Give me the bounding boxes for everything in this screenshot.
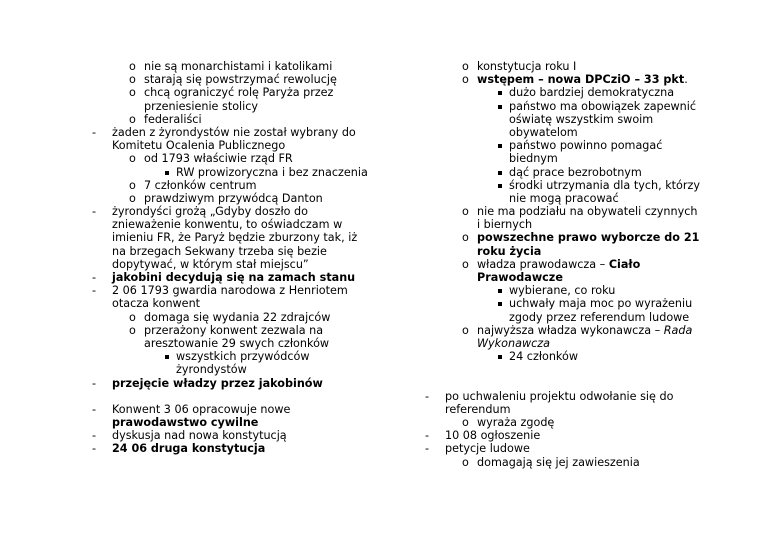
list-item (92, 192, 372, 205)
list-item (425, 152, 715, 165)
list-item-tail: . (684, 73, 688, 87)
list-item (425, 231, 715, 244)
list-item-label: aresztowanie 29 swych członków (144, 336, 330, 350)
dash-bullet-icon: - (92, 271, 97, 284)
circle-bullet-icon: o (129, 323, 136, 337)
list-item-label: petycje ludowe (445, 442, 530, 456)
list-item-label: RW prowizoryczna i bez znaczenia (176, 165, 368, 179)
list-item (425, 139, 715, 152)
list-item-label: dyskusja nad nowa konstytucją (112, 429, 287, 443)
dash-bullet-icon: - (92, 442, 97, 456)
circle-bullet-icon: o (462, 257, 469, 271)
square-bullet-icon (498, 355, 502, 359)
list-item-label: 24 06 druga konstytucja (112, 442, 266, 456)
circle-bullet-icon: o (129, 73, 136, 87)
list-item-text (477, 245, 541, 258)
list-item-label: dąć prace bezrobotnym (509, 165, 642, 179)
blank-line (425, 377, 715, 390)
list-item-label: federaliści (144, 112, 202, 126)
list-item-text (509, 297, 692, 310)
list-item-text (509, 311, 689, 324)
list-item-text (176, 363, 247, 376)
list-item (92, 218, 372, 231)
list-item-text (144, 152, 293, 165)
list-item-label: powszechne prawo wyborcze do 21 (477, 231, 700, 245)
list-item-label: przejęcie władzy przez jakobinów (112, 376, 323, 390)
list-item (425, 245, 715, 258)
square-bullet-icon (165, 355, 169, 359)
list-item-text (112, 126, 356, 139)
list-item-text (144, 73, 337, 86)
list-item-label: wszystkich przywódców (176, 350, 310, 364)
circle-bullet-icon: o (129, 60, 136, 73)
list-item (425, 192, 715, 205)
list-item (92, 416, 372, 429)
list-item-label: biednym (509, 152, 558, 166)
list-item-label: 24 członków (509, 350, 579, 364)
circle-bullet-icon: o (129, 152, 136, 166)
list-item (425, 271, 715, 284)
list-item (92, 377, 372, 390)
list-item-label: referendum (445, 402, 511, 416)
list-item-label: na brzegach Sekwany trzeba się bezie (112, 244, 327, 258)
circle-bullet-icon: o (462, 60, 469, 73)
list-item-text (112, 403, 290, 416)
list-item-text (144, 179, 257, 192)
list-item-text (509, 166, 642, 179)
list-item (425, 166, 715, 179)
list-item (92, 205, 372, 218)
list-item-text (112, 231, 357, 244)
list-item-text (112, 245, 327, 258)
list-item-text (112, 377, 323, 390)
list-item (425, 324, 715, 337)
dash-bullet-icon: - (92, 205, 97, 219)
list-item-text (176, 166, 368, 179)
list-item (425, 429, 715, 442)
list-item-label: wybierane, co roku (509, 284, 616, 298)
list-item-text (144, 192, 323, 205)
circle-bullet-icon: o (462, 205, 469, 219)
list-item-label: żyrondyści grożą „Gdyby doszło do (112, 205, 308, 219)
list-item (92, 100, 372, 113)
square-bullet-icon (498, 289, 502, 293)
list-item-text (477, 60, 576, 73)
dash-bullet-icon: - (92, 376, 97, 390)
list-item-text (144, 86, 333, 99)
list-item-text (112, 297, 200, 310)
list-item (92, 60, 372, 73)
list-item-label: jakobini decydują się na zamach stanu (112, 271, 356, 284)
list-item (92, 179, 372, 192)
left-column (92, 60, 372, 456)
list-item-label: Prawodawcze (477, 271, 563, 284)
list-item-label: wstępem – nowa DPCziO – 33 pkt (477, 73, 685, 87)
dash-bullet-icon: - (92, 429, 97, 443)
list-item-text (509, 350, 578, 363)
list-item-label: przeniesienie stolicy (144, 99, 259, 113)
list-item-label: oświatę wszystkim swoim (509, 112, 654, 126)
list-item (425, 284, 715, 297)
list-item (425, 442, 715, 455)
list-item (92, 73, 372, 86)
list-item (92, 113, 372, 126)
square-bullet-icon (498, 91, 502, 95)
list-item-text (176, 350, 310, 363)
list-item (92, 363, 372, 376)
list-item (425, 337, 715, 350)
list-item-label: państwo ma obowiązek zapewnić (509, 99, 697, 113)
list-item-label: zgody przez referendum ludowe (509, 310, 690, 324)
list-item-label: Wykonawcza (477, 336, 550, 350)
list-item-label: żaden z żyrondystów nie został wybrany do (112, 125, 356, 139)
list-item-text (509, 86, 674, 99)
circle-bullet-icon: o (129, 310, 136, 324)
list-item-label: prawodawstwo cywilne (112, 416, 259, 430)
dash-bullet-icon: - (425, 429, 430, 443)
list-item-text (509, 126, 578, 139)
list-item-text (445, 403, 510, 416)
list-item (92, 284, 372, 297)
list-item-label: chcą ograniczyć rolę Paryża przez (144, 86, 334, 100)
square-bullet-icon (498, 144, 502, 148)
list-item-label: starają się powstrzymać rewolucję (144, 73, 337, 87)
dash-bullet-icon: - (92, 284, 97, 298)
list-item-text (477, 218, 532, 231)
list-item (425, 416, 715, 429)
list-item-text (144, 311, 330, 324)
list-item-text (144, 324, 323, 337)
list-item (425, 60, 715, 73)
list-item-text (144, 113, 202, 126)
list-item-label: konstytucja roku I (477, 60, 577, 73)
list-item (425, 350, 715, 363)
list-item-text (509, 139, 662, 152)
square-bullet-icon (498, 302, 502, 306)
list-item-label: obywatelom (509, 125, 578, 139)
list-item-text (477, 73, 688, 86)
list-item-text (112, 416, 258, 429)
list-item-text (477, 324, 692, 337)
list-item (425, 113, 715, 126)
list-item-label: żyrondystów (176, 363, 247, 377)
list-item-text (112, 218, 342, 231)
list-item-label: wyraża zgodę (477, 416, 555, 430)
list-item (92, 139, 372, 152)
list-item-text (144, 60, 332, 73)
list-item-text (509, 100, 696, 113)
list-item (425, 86, 715, 99)
list-item-label: nie są monarchistami i katolikami (144, 60, 333, 73)
list-item-text (477, 258, 640, 271)
list-item-label: środki utrzymania dla tych, którzy (509, 178, 700, 192)
list-item (92, 297, 372, 310)
circle-bullet-icon: o (462, 323, 469, 337)
circle-bullet-icon: o (462, 455, 469, 469)
list-item-text (144, 100, 258, 113)
list-item-text (112, 258, 309, 271)
list-item-text (477, 205, 697, 218)
circle-bullet-icon: o (462, 231, 469, 245)
square-bullet-icon (498, 171, 502, 175)
list-item-text (509, 113, 653, 126)
list-item (92, 152, 372, 165)
dash-bullet-icon: - (92, 402, 97, 416)
list-item-label: od 1793 właściwie rząd FR (144, 152, 293, 166)
list-item (92, 245, 372, 258)
square-bullet-icon (165, 171, 169, 175)
list-item-label: imieniu FR, że Paryż będzie zburzony tak, iż (112, 231, 358, 245)
list-item (425, 390, 715, 403)
list-item-emphasis: Ciało (608, 257, 641, 271)
list-item-label: domaga się wydania 22 zdrajców (144, 310, 331, 324)
list-item (92, 86, 372, 99)
blank-line (92, 390, 372, 403)
list-item-text (477, 271, 563, 284)
list-item (92, 258, 372, 271)
list-item-label: nie ma podziału na obywateli czynnych (477, 205, 698, 219)
list-item (425, 179, 715, 192)
list-item-text (509, 284, 615, 297)
list-item-label: otacza konwent (112, 297, 201, 311)
list-item-label: Komitetu Ocalenia Publicznego (112, 139, 286, 153)
list-item-text (509, 179, 700, 192)
list-item (425, 297, 715, 310)
list-item-label: znieważenie konwentu, to oświadczam w (112, 218, 343, 232)
square-bullet-icon (498, 105, 502, 109)
list-item-label: i biernych (477, 218, 533, 232)
list-item-label: dużo bardziej demokratyczna (509, 86, 675, 100)
list-item-label: władza prawodawcza – (477, 257, 609, 271)
list-item (92, 126, 372, 139)
list-item-text (477, 456, 640, 469)
list-item-label: dopytywać, w którym stał miejscu” (112, 257, 309, 271)
list-item-text (509, 192, 619, 205)
list-item-text (477, 416, 554, 429)
list-item-text (445, 390, 673, 403)
list-item (92, 403, 372, 416)
list-item-text (112, 271, 355, 284)
list-item-label: Konwent 3 06 opracowuje nowe (112, 402, 291, 416)
list-item-text (112, 284, 348, 297)
list-item-text (445, 429, 540, 442)
list-item (92, 324, 372, 337)
list-item-text (112, 205, 308, 218)
list-item (425, 456, 715, 469)
circle-bullet-icon: o (129, 112, 136, 126)
list-item (425, 100, 715, 113)
list-item-label: uchwały maja moc po wyrażeniu (509, 297, 693, 311)
circle-bullet-icon: o (129, 86, 136, 100)
list-item-label: roku życia (477, 244, 542, 258)
blank-line (425, 363, 715, 376)
list-item-label: nie mogą pracować (509, 191, 619, 205)
list-item-label: przerażony konwent zezwala na (144, 323, 324, 337)
list-item-text (477, 231, 699, 244)
circle-bullet-icon: o (129, 178, 136, 192)
list-item-text (112, 429, 287, 442)
list-item (92, 271, 372, 284)
list-item-label: domagają się jej zawieszenia (477, 455, 640, 469)
list-item (425, 126, 715, 139)
list-item-emphasis: Rada (663, 323, 693, 337)
list-item (92, 311, 372, 324)
list-item-text (477, 337, 550, 350)
list-item (425, 258, 715, 271)
dash-bullet-icon: - (425, 389, 430, 403)
circle-bullet-icon: o (129, 191, 136, 205)
list-item (92, 231, 372, 244)
list-item (425, 403, 715, 416)
list-item-label: państwo powinno pomagać (509, 139, 663, 153)
list-item (92, 442, 372, 455)
circle-bullet-icon: o (462, 416, 469, 430)
list-item (425, 73, 715, 86)
dash-bullet-icon: - (425, 442, 430, 456)
list-item-text (112, 442, 265, 455)
list-item-text (445, 442, 530, 455)
list-item (92, 350, 372, 363)
list-item (425, 311, 715, 324)
list-item-label: prawdziwym przywódcą Danton (144, 191, 323, 205)
list-item-label: 10 08 ogłoszenie (445, 429, 541, 443)
right-column (425, 60, 715, 469)
list-item-label: 2 06 1793 gwardia narodowa z Henriotem (112, 284, 348, 298)
circle-bullet-icon: o (462, 73, 469, 87)
list-item-label: po uchwaleniu projektu odwołanie się do (445, 389, 674, 403)
list-item (92, 337, 372, 350)
list-item (425, 205, 715, 218)
list-item-label: najwyższa władza wykonawcza – (477, 323, 664, 337)
list-item-text (112, 139, 285, 152)
dash-bullet-icon: - (92, 125, 97, 139)
square-bullet-icon (498, 184, 502, 188)
list-item-text (144, 337, 329, 350)
list-item (92, 166, 372, 179)
list-item (92, 429, 372, 442)
list-item-text (509, 152, 558, 165)
list-item (425, 218, 715, 231)
list-item-label: 7 członków centrum (144, 178, 257, 192)
